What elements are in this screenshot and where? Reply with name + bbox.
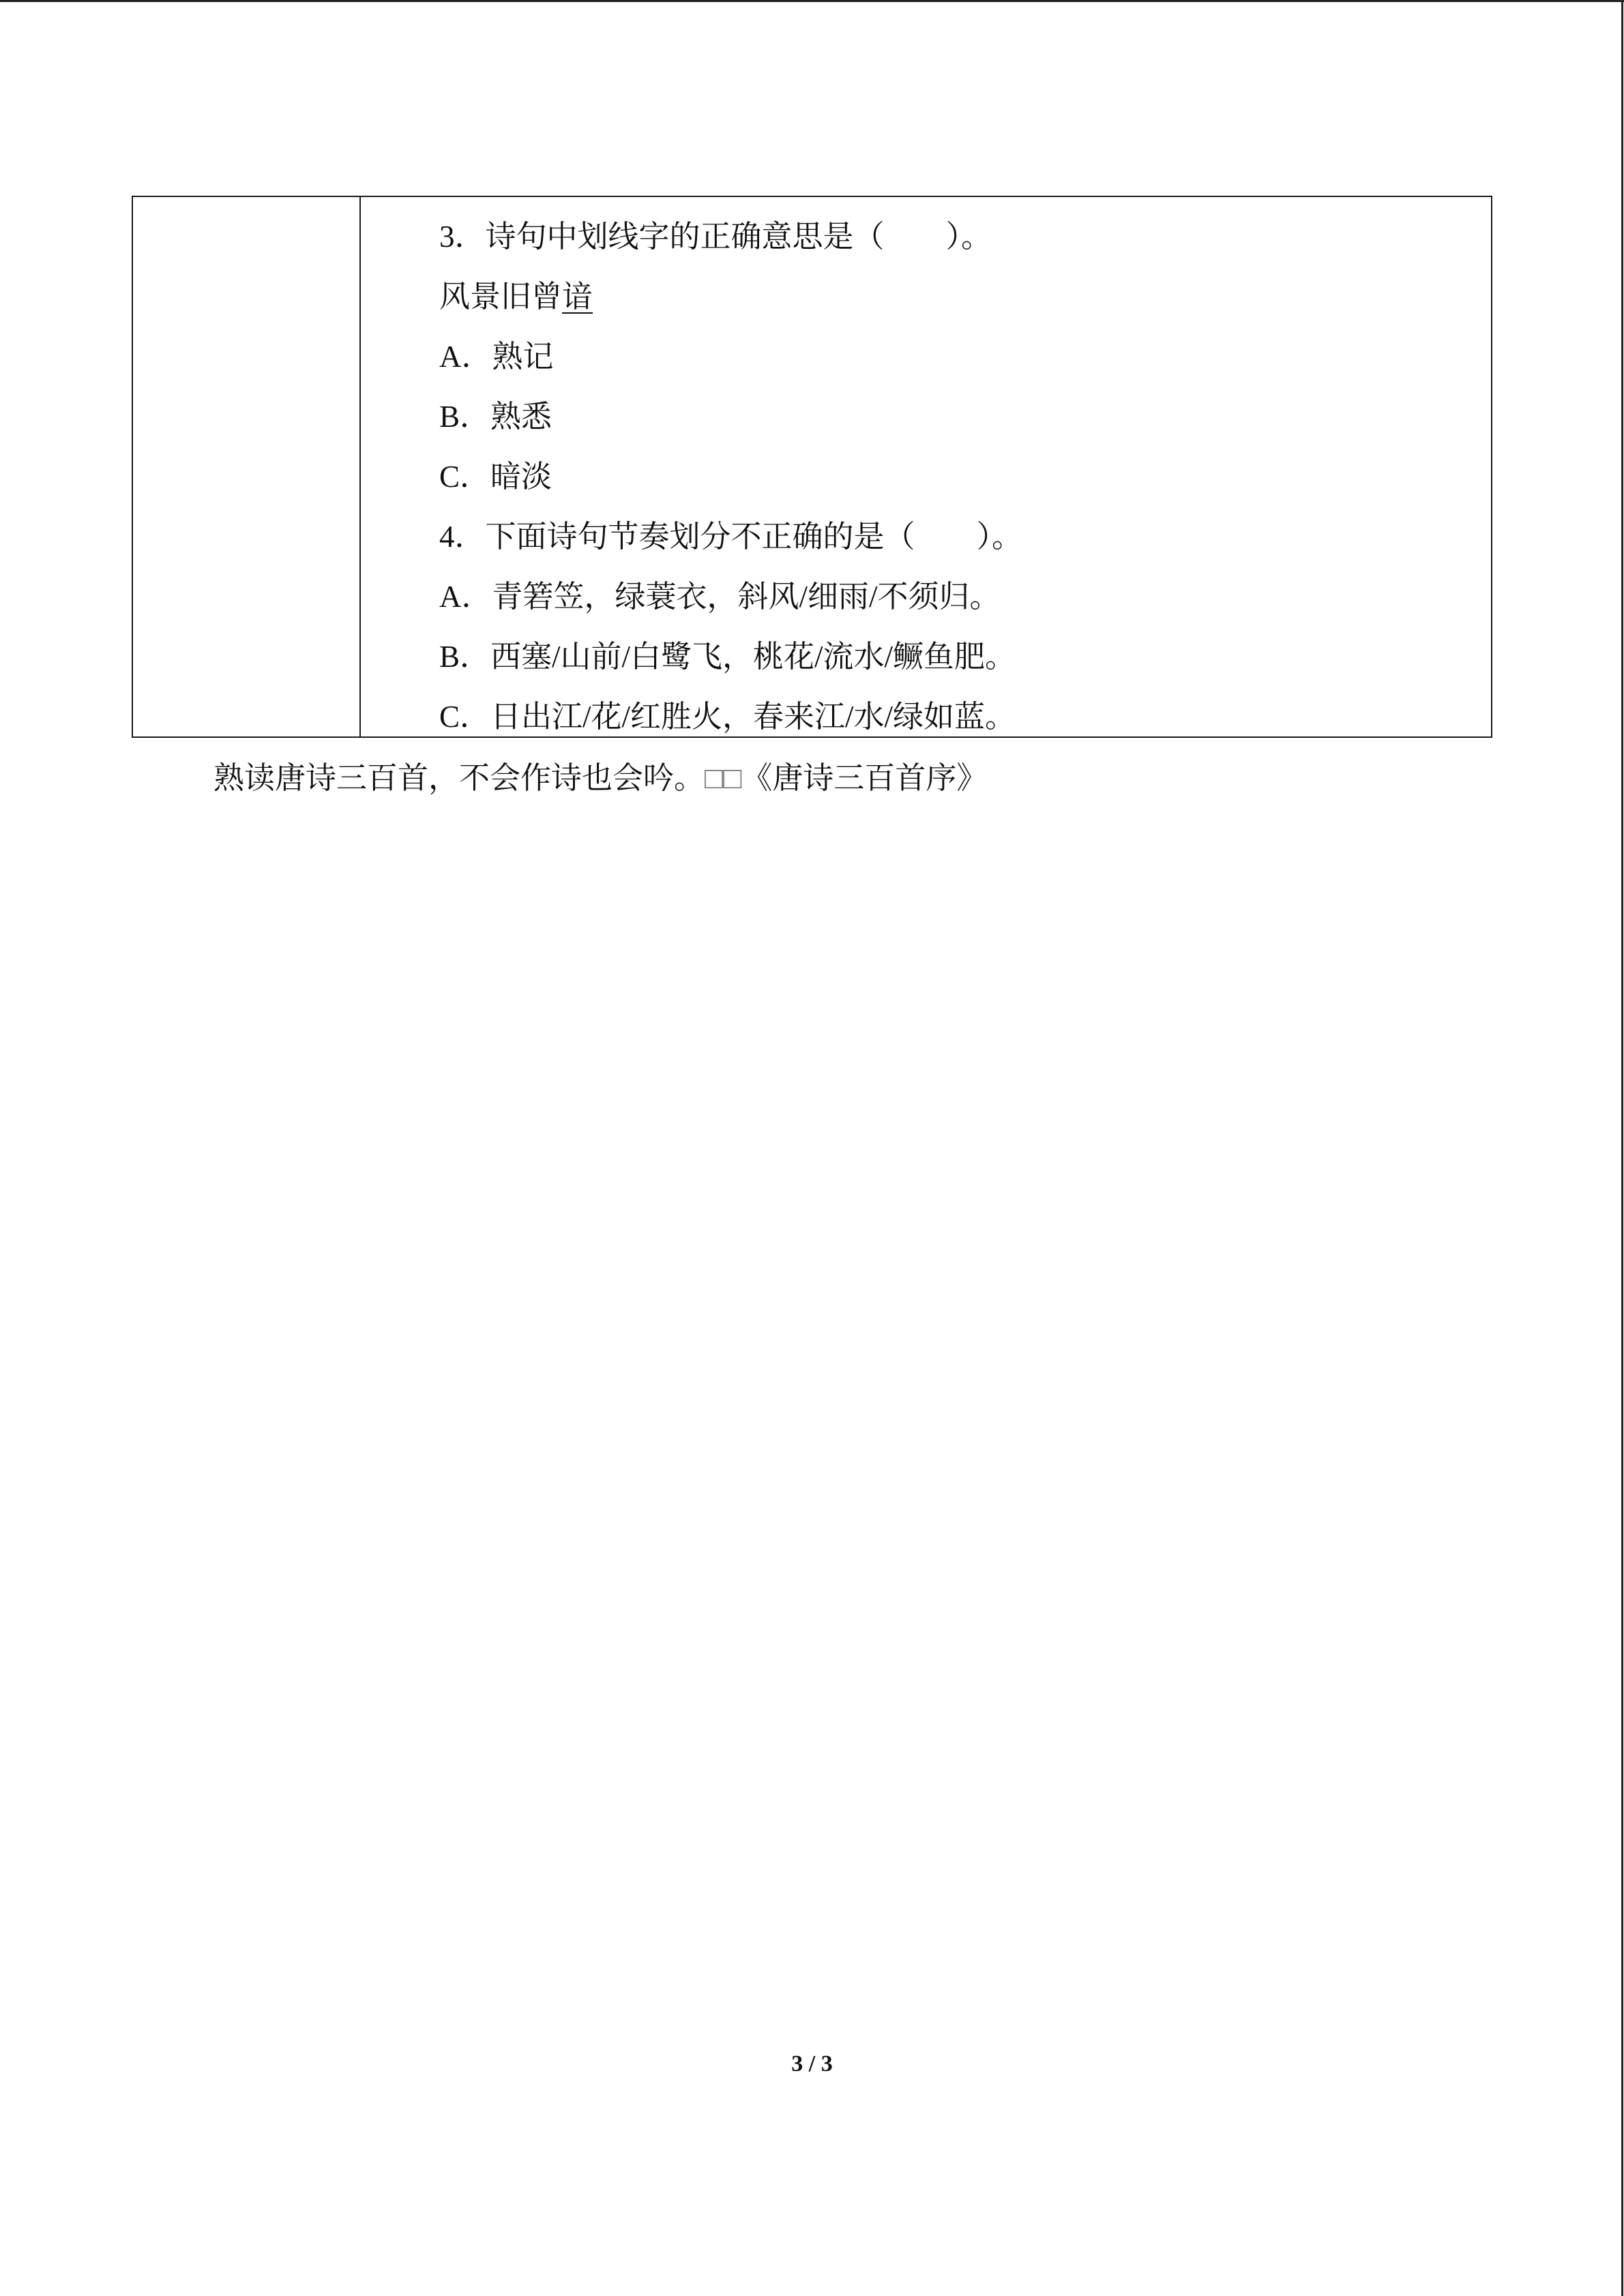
quote-source: 《唐诗三百首序》	[741, 761, 988, 795]
question-4-option-c: C．日出江/花/红胜火，春来江/水/绿如蓝。	[439, 700, 1016, 734]
underlined-character: 谙	[562, 280, 593, 314]
table-left-cell	[133, 197, 361, 736]
question-3-option-c: C．暗淡	[439, 460, 552, 494]
question-3-verse	[439, 276, 593, 317]
right-border-line	[1621, 0, 1623, 2296]
question-3-stem: 3．诗句中划线字的正确意思是（ ）。	[439, 220, 992, 254]
verse-text: 风景旧曾	[439, 280, 563, 314]
top-border-line	[0, 0, 1624, 2]
quote-text: 熟读唐诗三百首，不会作诗也会吟。	[213, 761, 705, 795]
question-3-option-b: B．熟悉	[439, 400, 552, 434]
footer-quote	[213, 758, 987, 799]
question-4-option-b: B．西塞/山前/白鹭飞，桃花/流水/鳜鱼肥。	[439, 640, 1016, 674]
question-4-option-a: A．青箬笠，绿蓑衣，斜风/细雨/不须归。	[439, 580, 1001, 614]
missing-glyph-boxes: □□	[705, 761, 742, 795]
page-number: 3 / 3	[791, 2051, 833, 2076]
question-4-stem: 4．下面诗句节奏划分不正确的是（ ）。	[439, 520, 1023, 554]
question-3-option-a: A．熟记	[439, 340, 554, 374]
